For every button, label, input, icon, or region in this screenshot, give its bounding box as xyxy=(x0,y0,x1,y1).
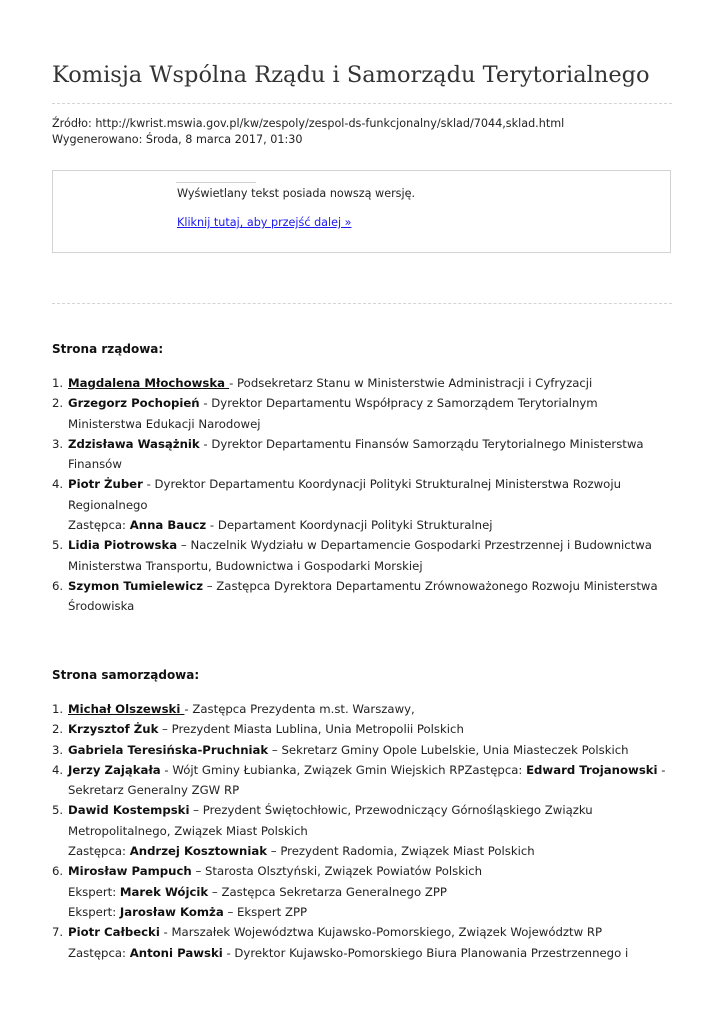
list-item: 3. Gabriela Teresińska-Pruchniak – Sekretarz Gminy Opole Lubelskie, Unia Miasteczek Polskich xyxy=(52,742,629,757)
member-name-link[interactable]: Magdalena Młochowska xyxy=(68,376,230,390)
newer-version-link[interactable]: Kliknij tutaj, aby przejść dalej » xyxy=(177,216,352,229)
title-divider xyxy=(52,103,672,104)
expert-line: Ekspert: Marek Wójcik – Zastępca Sekretarza Generalnego ZPP xyxy=(68,884,447,899)
generated-label: Wygenerowano: xyxy=(52,133,143,146)
list-item: 4. Piotr Żuber - Dyrektor Departamentu Koordynacji Polityki Strukturalnej Ministerstwa Rozwoju Regionalnego Zastępca: Anna Baucz - Departament Koordynacji Polityki Strukturalnej xyxy=(52,474,672,535)
member-name: Gabriela Teresińska-Pruchniak xyxy=(68,742,269,757)
member-name: Piotr Całbecki xyxy=(68,925,160,940)
list-item: 7. Piotr Całbecki - Marszałek Województwa Kujawsko-Pomorskiego, Związek Województw RP Zastępca: Antoni Pawski - Dyrektor Kujawsko-Pomorskiego Biura Planowania Przestrzennego i xyxy=(52,922,672,963)
source-url: http://kwrist.mswia.gov.pl/kw/zespoly/zespol-ds-funkcjonalny/sklad/7044,sklad.html xyxy=(95,117,565,130)
expert-line: Ekspert: Jarosław Komża – Ekspert ZPP xyxy=(68,904,308,919)
member-name-link[interactable]: Michał Olszewski xyxy=(68,702,185,716)
deputy-name: Andrzej Kosztowniak xyxy=(129,844,268,859)
list-item: 2. Krzysztof Żuk – Prezydent Miasta Lublina, Unia Metropolii Polskich xyxy=(52,722,464,737)
deputy-line: Zastępca: Anna Baucz - Departament Koordynacji Polityki Strukturalnej xyxy=(68,518,493,533)
list-item: 6. Szymon Tumielewicz – Zastępca Dyrektora Departamentu Zrównoważonego Rozwoju Ministerstwa Środowiska xyxy=(52,578,658,614)
deputy-name: Edward Trojanowski xyxy=(526,762,658,777)
government-side-heading: Strona rządowa: xyxy=(52,342,164,356)
source-line xyxy=(52,116,564,132)
member-name: Dawid Kostempski xyxy=(68,803,190,818)
section-divider xyxy=(52,303,672,304)
generated-date: Środa, 8 marca 2017, 01:30 xyxy=(145,133,303,146)
deputy-name: Antoni Pawski xyxy=(129,945,223,960)
notice-message: Wyświetlany tekst posiada nowszą wersję. xyxy=(177,187,416,200)
member-name: Jerzy Zająkała xyxy=(68,762,161,777)
deputy-line: Zastępca: Antoni Pawski - Dyrektor Kujawsko-Pomorskiego Biura Planowania Przestrzennego i xyxy=(68,945,629,960)
newer-version-notice xyxy=(52,170,671,253)
member-name: Zdzisława Wasążnik xyxy=(68,436,200,451)
member-name: Mirosław Pampuch xyxy=(68,864,192,879)
expert-name: Marek Wójcik xyxy=(119,884,209,899)
page-title: Komisja Wspólna Rządu i Samorządu Terytorialnego xyxy=(52,62,650,88)
local-side-heading: Strona samorządowa: xyxy=(52,668,200,682)
list-item: 5. Dawid Kostempski – Prezydent Świętochłowic, Przewodniczący Górnośląskiego Związku Metropolitalnego, Związek Miast Polskich Zastępca: Andrzej Kosztowniak – Prezydent Radomia, Związek Miast Polskich xyxy=(52,800,672,861)
notice-rule xyxy=(176,182,256,183)
local-members-list xyxy=(52,699,672,963)
list-item: 1. Magdalena Młochowska - Podsekretarz Stanu w Ministerstwie Administracji i Cyfryzacji xyxy=(52,376,593,390)
source-label: Źródło: xyxy=(52,117,92,130)
member-name: Grzegorz Pochopień xyxy=(68,396,200,411)
member-name: Lidia Piotrowska xyxy=(68,538,178,553)
list-item: 5. Lidia Piotrowska – Naczelnik Wydziału w Departamencie Gospodarki Przestrzennej i Budownictwa Ministerstwa Transportu, Budownictwa i Gospodarki Morskiej xyxy=(52,538,652,573)
list-item: 3. Zdzisława Wasążnik - Dyrektor Departamentu Finansów Samorządu Terytorialnego Ministerstwa Finansów xyxy=(52,436,644,472)
member-name: Szymon Tumielewicz xyxy=(68,578,204,593)
deputy-line: Zastępca: Andrzej Kosztowniak – Prezydent Radomia, Związek Miast Polskich xyxy=(68,844,535,859)
member-name: Krzysztof Żuk xyxy=(68,722,159,737)
deputy-name: Anna Baucz xyxy=(129,518,207,533)
generated-line xyxy=(52,132,564,148)
expert-name: Jarosław Komża xyxy=(119,904,224,919)
list-item: 4. Jerzy Zająkała - Wójt Gminy Łubianka, Związek Gmin Wiejskich RPZastępca: Edward Trojanowski - Sekretarz Generalny ZGW RP xyxy=(52,762,666,798)
list-item: 2. Grzegorz Pochopień - Dyrektor Departamentu Współpracy z Samorządem Terytorialnym Ministerstwa Edukacji Narodowej xyxy=(52,396,598,431)
document-meta xyxy=(52,116,564,148)
list-item: 6. Mirosław Pampuch – Starosta Olsztyński, Związek Powiatów Polskich Ekspert: Marek Wójcik – Zastępca Sekretarza Generalnego ZPP Ekspert: Jarosław Komża – Ekspert ZPP xyxy=(52,861,672,922)
list-item: 1. Michał Olszewski - Zastępca Prezydenta m.st. Warszawy, xyxy=(52,702,415,716)
member-name: Piotr Żuber xyxy=(68,477,143,492)
government-members-list xyxy=(52,373,672,617)
